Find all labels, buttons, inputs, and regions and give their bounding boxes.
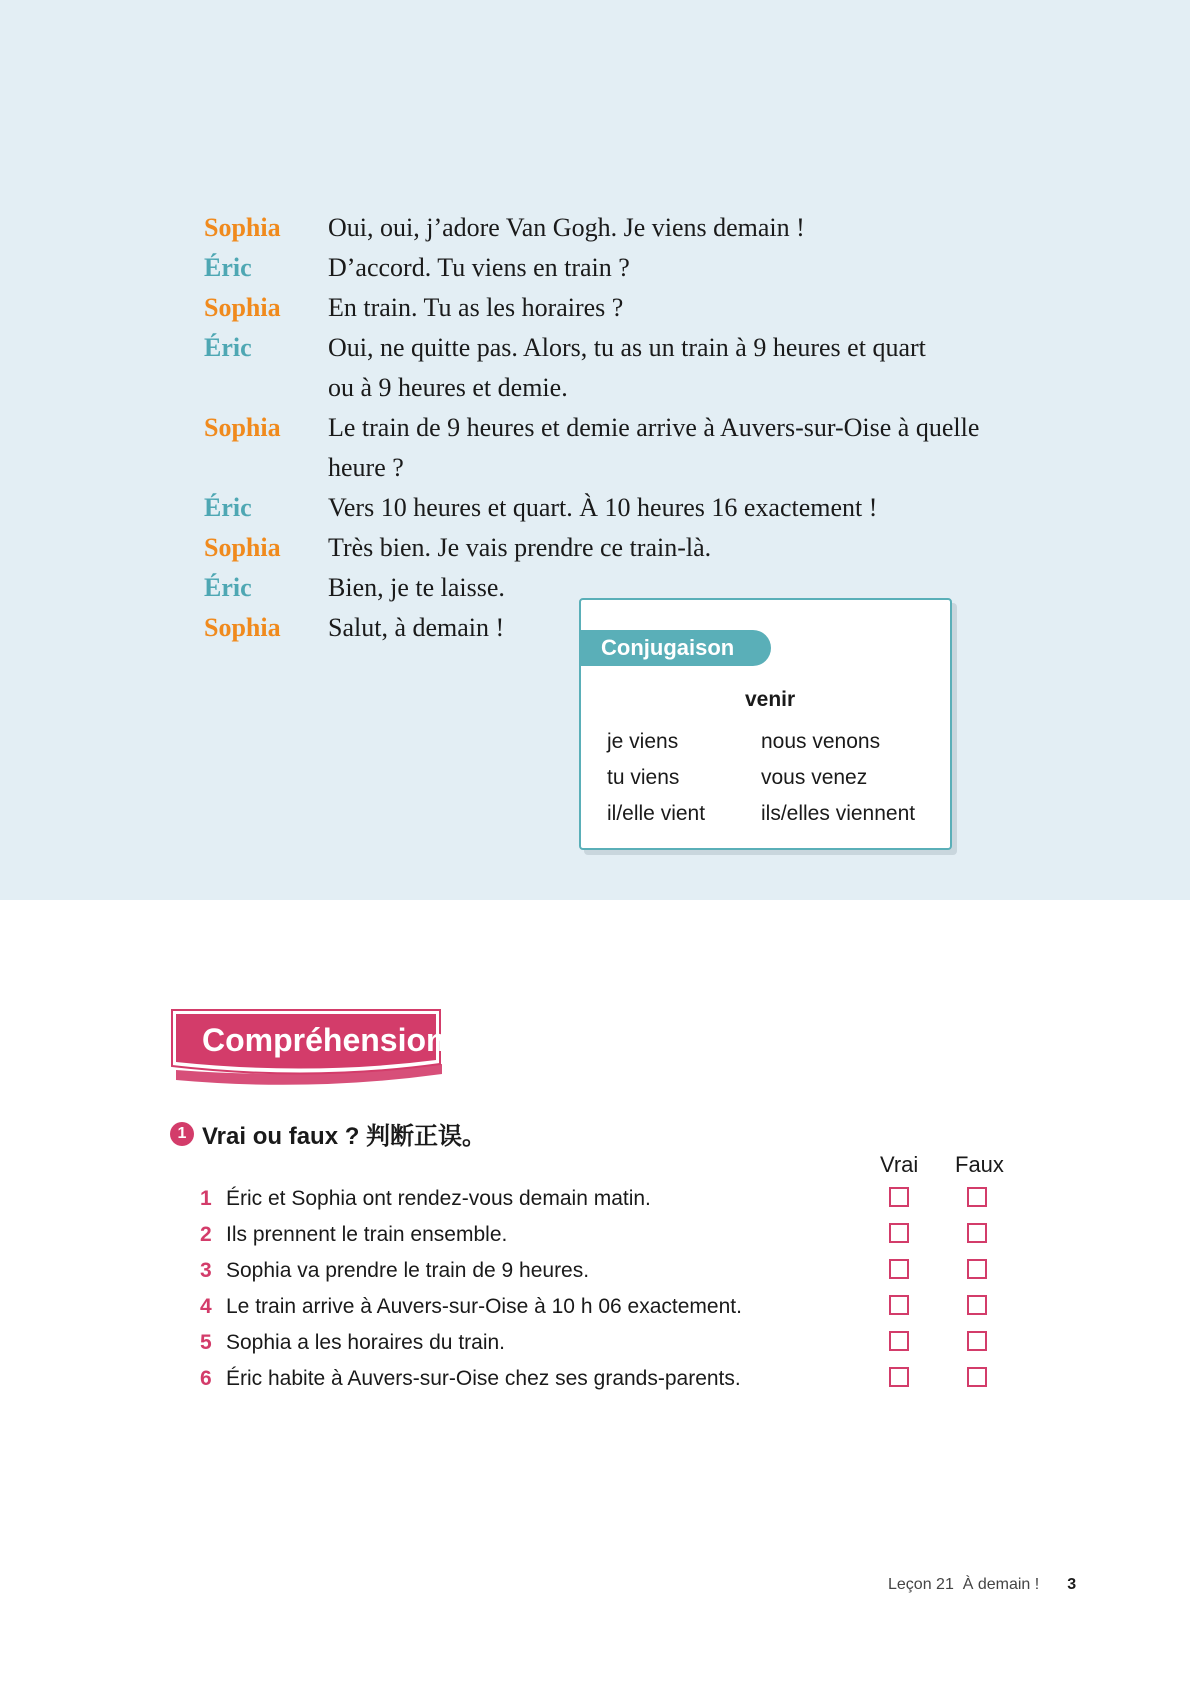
dialogue-line <box>204 488 1004 528</box>
conjugation-form: vous venez <box>761 766 868 789</box>
dialogue-text: D’accord. Tu viens en train ? <box>328 253 630 282</box>
comprehension-title: Compréhension <box>202 1022 446 1058</box>
dialogue-text: Bien, je te laisse. <box>328 573 505 602</box>
item-statement: Le train arrive à Auvers-sur-Oise à 10 h 06 exactement. <box>226 1295 742 1318</box>
question-header <box>170 1116 486 1151</box>
faux-checkbox[interactable] <box>967 1367 987 1387</box>
list-item <box>200 1181 1020 1217</box>
vrai-checkbox[interactable] <box>889 1259 909 1279</box>
page-footer <box>888 1576 1076 1594</box>
speaker-name: Éric <box>204 253 252 282</box>
conjugation-form: tu viens <box>607 766 680 789</box>
column-vrai: Vrai <box>880 1152 919 1177</box>
item-number: 4 <box>200 1295 212 1318</box>
item-statement: Ils prennent le train ensemble. <box>226 1223 508 1246</box>
conjugation-title: Conjugaison <box>581 630 771 666</box>
list-item <box>200 1217 1020 1253</box>
item-statement: Sophia a les horaires du train. <box>226 1331 505 1354</box>
item-number: 6 <box>200 1367 212 1390</box>
item-statement: Éric et Sophia ont rendez-vous demain matin. <box>226 1187 651 1210</box>
item-statement: Sophia va prendre le train de 9 heures. <box>226 1259 590 1282</box>
faux-checkbox[interactable] <box>967 1223 987 1243</box>
conjugation-form: il/elle vient <box>607 802 706 825</box>
conjugation-row <box>607 760 915 796</box>
vrai-checkbox[interactable] <box>889 1331 909 1351</box>
page-number: 3 <box>1067 1576 1077 1593</box>
vrai-checkbox[interactable] <box>889 1187 909 1207</box>
question-number: 1 <box>170 1122 194 1146</box>
speaker-name: Sophia <box>204 293 281 322</box>
item-statement: Éric habite à Auvers-sur-Oise chez ses grands-parents. <box>226 1367 741 1390</box>
conjugation-row <box>607 796 915 832</box>
dialogue-line <box>204 408 1004 488</box>
faux-checkbox[interactable] <box>967 1259 987 1279</box>
dialogue-text: Très bien. Je vais prendre ce train-là. <box>328 533 712 562</box>
dialogue <box>204 208 1004 648</box>
dialogue-text: Oui, oui, j’adore Van Gogh. Je viens demain ! <box>328 213 805 242</box>
item-number: 3 <box>200 1259 212 1282</box>
list-item <box>200 1361 1020 1397</box>
conjugation-verb: venir <box>745 688 796 711</box>
vrai-checkbox[interactable] <box>889 1367 909 1387</box>
speaker-name: Sophia <box>204 613 281 642</box>
item-number: 5 <box>200 1331 212 1354</box>
true-false-list <box>200 1181 1020 1397</box>
faux-checkbox[interactable] <box>967 1331 987 1351</box>
speaker-name: Éric <box>204 493 252 522</box>
speaker-name: Éric <box>204 333 252 362</box>
speaker-name: Sophia <box>204 213 281 242</box>
faux-checkbox[interactable] <box>967 1295 987 1315</box>
question-text: Vrai ou faux ? 判断正误。 <box>202 1123 487 1150</box>
dialogue-text: Vers 10 heures et quart. À 10 heures 16 exactement ! <box>328 493 878 522</box>
list-item <box>200 1289 1020 1325</box>
dialogue-line <box>204 248 1004 288</box>
dialogue-line <box>204 328 1004 408</box>
lesson-title: Leçon 21 À demain ! <box>888 1576 1040 1593</box>
dialogue-line <box>204 528 1004 568</box>
dialogue-text: Salut, à demain ! <box>328 613 505 642</box>
dialogue-text: Oui, ne quitte pas. Alors, tu as un train à 9 heures et quart ou à 9 heures et demie. <box>328 333 926 402</box>
item-number: 1 <box>200 1187 212 1210</box>
conjugation-form: je viens <box>607 730 679 753</box>
list-item <box>200 1253 1020 1289</box>
vrai-checkbox[interactable] <box>889 1295 909 1315</box>
conjugation-table <box>607 724 915 832</box>
dialogue-text: En train. Tu as les horaires ? <box>328 293 624 322</box>
faux-checkbox[interactable] <box>967 1187 987 1207</box>
dialogue-line <box>204 288 1004 328</box>
item-number: 2 <box>200 1223 212 1246</box>
column-faux: Faux <box>955 1152 1004 1177</box>
speaker-name: Éric <box>204 573 252 602</box>
conjugation-box <box>579 598 952 850</box>
conjugation-form: ils/elles viennent <box>761 802 916 825</box>
conjugation-form: nous venons <box>761 730 881 753</box>
speaker-name: Sophia <box>204 533 281 562</box>
dialogue-line <box>204 208 1004 248</box>
list-item <box>200 1325 1020 1361</box>
comprehension-banner <box>170 1008 448 1086</box>
vrai-checkbox[interactable] <box>889 1223 909 1243</box>
dialogue-text: Le train de 9 heures et demie arrive à Auvers-sur-Oise à quelle heure ? <box>328 413 980 482</box>
conjugation-row <box>607 724 915 760</box>
speaker-name: Sophia <box>204 413 281 442</box>
